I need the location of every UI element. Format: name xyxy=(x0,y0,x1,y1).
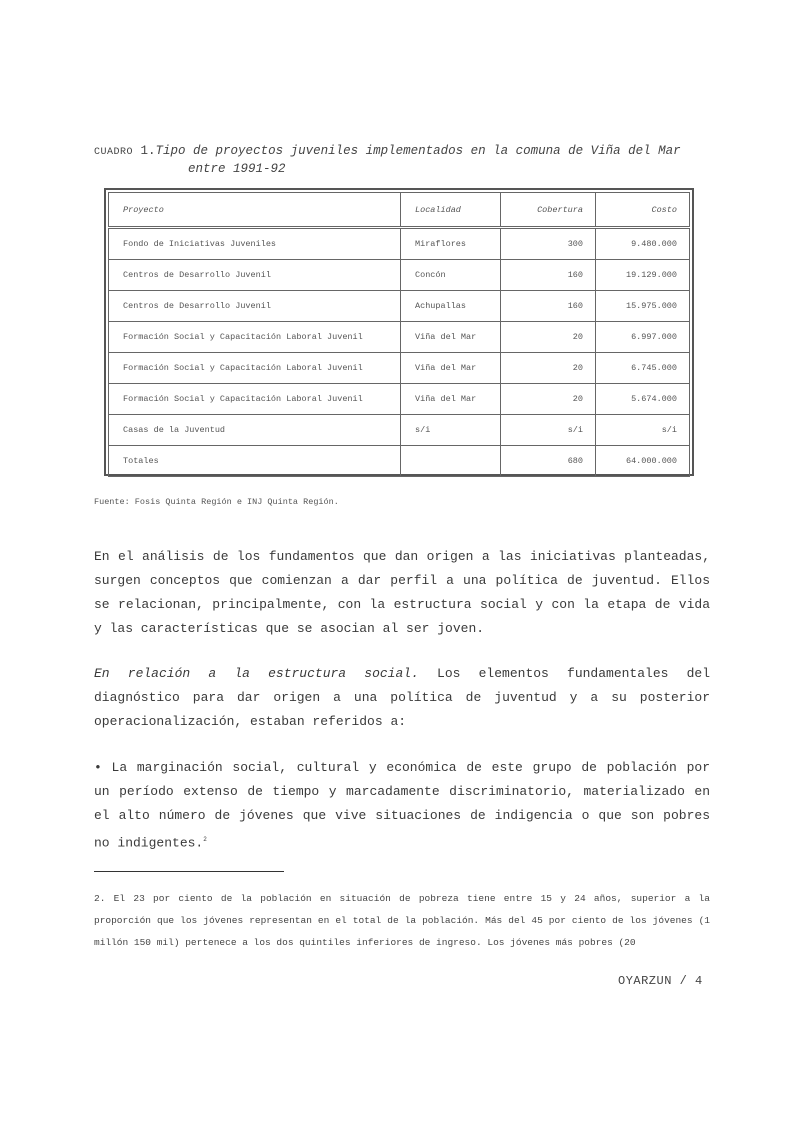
paragraph-bullet-marginacion xyxy=(94,756,710,855)
paragraph-body: Los elementos fundamentales del diagnóstico para dar origen a una política de juventud y a su posterior operacionalización, estaban referidos a: xyxy=(94,666,711,729)
page-footer: OYARZUN / 4 xyxy=(618,974,703,988)
caption-title-line1: Tipo de proyectos juveniles implementados en la comuna de Viña del Mar xyxy=(155,144,681,158)
cell-proyecto: Centros de Desarrollo Juvenil xyxy=(109,291,401,322)
table-row xyxy=(109,322,690,353)
table-row xyxy=(109,415,690,446)
bullet-text: • La marginación social, cultural y económica de este grupo de población por un período extenso de tiempo y marcadamente discriminatorio, materializado en el alto número de jóvenes que vive situaciones de indigencia o que son pobres no indigentes. xyxy=(94,760,710,851)
table-source-note: Fuente: Fosis Quinta Región e INJ Quinta Región. xyxy=(94,497,339,507)
header-localidad: Localidad xyxy=(401,193,501,228)
caption-number: 1. xyxy=(140,144,156,158)
projects-table-frame xyxy=(104,188,694,476)
cell-costo: 9.480.000 xyxy=(596,228,690,260)
cell-costo: 6.745.000 xyxy=(596,353,690,384)
cell-proyecto: Fondo de Iniciativas Juveniles xyxy=(109,228,401,260)
table-caption xyxy=(94,143,734,178)
caption-title-line2: entre 1991-92 xyxy=(188,162,286,176)
cell-localidad: Viña del Mar xyxy=(401,384,501,415)
cell-proyecto: Formación Social y Capacitación Laboral Juvenil xyxy=(109,353,401,384)
projects-table xyxy=(108,192,690,477)
cell-cobertura: 20 xyxy=(501,384,596,415)
cell-costo: 19.129.000 xyxy=(596,260,690,291)
cell-localidad: Viña del Mar xyxy=(401,353,501,384)
footnote-separator xyxy=(94,871,284,872)
cell-cobertura: 20 xyxy=(501,353,596,384)
paragraph-lead: En relación a la estructura social. xyxy=(94,666,419,681)
paragraph-analysis: En el análisis de los fundamentos que dan origen a las iniciativas planteadas, surgen conceptos que comienzan a dar perfil a una política de juventud. Ellos se relacionan, principalmente, con la estructura social y con la etapa de vida y las características que se asocian al ser joven. xyxy=(94,549,710,636)
cell-proyecto: Formación Social y Capacitación Laboral Juvenil xyxy=(109,322,401,353)
header-costo: Costo xyxy=(596,193,690,228)
cell-cobertura: s/i xyxy=(501,415,596,446)
cell-costo: 64.000.000 xyxy=(596,446,690,477)
cell-cobertura: 20 xyxy=(501,322,596,353)
cell-proyecto: Casas de la Juventud xyxy=(109,415,401,446)
cell-proyecto: Formación Social y Capacitación Laboral Juvenil xyxy=(109,384,401,415)
cell-localidad: Achupallas xyxy=(401,291,501,322)
cell-cobertura: 160 xyxy=(501,260,596,291)
cell-localidad xyxy=(401,446,501,477)
cell-costo: 6.997.000 xyxy=(596,322,690,353)
table-row xyxy=(109,228,690,260)
cell-localidad: s/i xyxy=(401,415,501,446)
table-header-row xyxy=(109,193,690,228)
header-proyecto: Proyecto xyxy=(109,193,401,228)
header-cobertura: Cobertura xyxy=(501,193,596,228)
footnote-ref-link[interactable]: 2 xyxy=(203,836,207,843)
table-totals-row xyxy=(109,446,690,477)
cell-cobertura: 300 xyxy=(501,228,596,260)
cell-proyecto: Totales xyxy=(109,446,401,477)
cell-costo: 5.674.000 xyxy=(596,384,690,415)
paragraph-social-structure xyxy=(94,662,710,734)
footnote-2: 2. El 23 por ciento de la población en situación de pobreza tiene entre 15 y 24 años, superior a la proporción que los jóvenes representan en el total de la población. Más del 45 por ciento de los jóvenes (1 millón 150 mil) pertenece a los dos quintiles inferiores de ingreso. Los jóvenes más pobres (20 xyxy=(94,893,710,948)
cell-localidad: Viña del Mar xyxy=(401,322,501,353)
caption-label: CUADRO xyxy=(94,147,134,158)
table-row xyxy=(109,353,690,384)
cell-costo: s/i xyxy=(596,415,690,446)
cell-cobertura: 680 xyxy=(501,446,596,477)
cell-costo: 15.975.000 xyxy=(596,291,690,322)
cell-localidad: Concón xyxy=(401,260,501,291)
cell-cobertura: 160 xyxy=(501,291,596,322)
cell-localidad: Miraflores xyxy=(401,228,501,260)
table-row xyxy=(109,260,690,291)
table-row xyxy=(109,384,690,415)
cell-proyecto: Centros de Desarrollo Juvenil xyxy=(109,260,401,291)
table-row xyxy=(109,291,690,322)
